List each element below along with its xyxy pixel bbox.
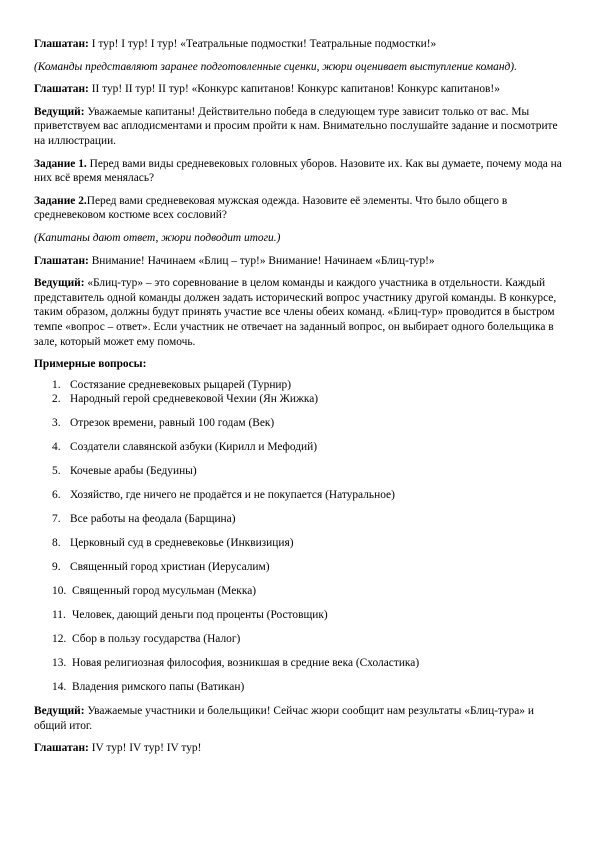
list-item [34,512,564,527]
speaker-label: Глашатан: [34,254,89,267]
list-item-text: Сбор в пользу государства (Налог) [72,633,241,646]
list-item [34,416,564,431]
paragraph-host-captains [34,105,564,149]
paragraph-text: Перед вами виды средневековых головных уборов. Назовите их. Как вы думаете, почему мода на них всё время менялась? [34,157,562,185]
speaker-label: Глашатан: [34,83,89,96]
list-item-number: 10. [52,585,67,598]
list-item-text: Хозяйство, где ничего не продаётся и не покупается (Натуральное) [70,489,395,502]
list-item-text: Отрезок времени, равный 100 годам (Век) [70,417,275,430]
list-item [34,536,564,551]
list-item [34,656,564,671]
list-item-text: Создатели славянской азбуки (Кирилл и Мефодий) [70,441,318,454]
list-item-text: Человек, дающий деньги под проценты (Ростовщик) [72,609,328,622]
list-item-number: 5. [52,465,61,478]
task-label: Задание 1. [34,157,87,170]
list-item-number: 7. [52,513,61,526]
paragraph-herald-round1 [34,37,564,52]
paragraph-host-blitz-rules [34,276,564,349]
list-item [34,464,564,479]
list-item-number: 9. [52,561,61,574]
list-item-text: Новая религиозная философия, возникшая в средние века (Схоластика) [72,657,420,670]
paragraph-text: Внимание! Начинаем «Блиц – тур!» Внимание! Начинаем «Блиц-тур!» [88,254,435,267]
list-item-number: 4. [52,441,61,454]
paragraph-task-2 [34,194,564,223]
speaker-label: Ведущий: [34,105,85,118]
list-item-number: 6. [52,489,61,502]
paragraph-text: I тур! I тур! I тур! «Театральные подмостки! Театральные подмостки!» [88,38,437,50]
speaker-label: Ведущий: [34,705,85,718]
paragraph-text: Уважаемые капитаны! Действительно победа в следующем туре зависит только от вас. Мы приветствуем вас аплодисментами и просим пройти к нам. Внимательно послушайте задание и посмотрите на иллюстрации. [34,105,558,147]
paragraph-herald-round4 [34,741,564,756]
list-item-text: Священный город христиан (Иерусалим) [70,561,270,574]
speaker-label: Ведущий: [34,277,85,290]
list-item-number: 12. [52,633,67,646]
paragraph-text: Перед вами средневековая мужская одежда. Назовите её элементы. Что было общего в средневековом костюме всех сословий? [34,194,508,222]
list-item-text: Состязание средневековых рыцарей (Турнир) [70,378,291,391]
list-item-number: 1. [52,378,61,391]
list-item-text: Кочевые арабы (Бедуины) [70,465,197,478]
task-label: Задание 2. [34,194,87,207]
paragraph-text: II тур! II тур! II тур! «Конкурс капитанов! Конкурс капитанов! Конкурс капитанов!» [88,83,500,96]
paragraph-text: IV тур! IV тур! IV тур! [88,742,202,755]
note-captains-answer: (Капитаны дают ответ, жюри подводит итоги.) [34,231,281,244]
list-item [34,680,564,695]
list-item-number: 3. [52,417,61,430]
list-item [34,608,564,623]
questions-list [34,378,564,695]
list-item [34,378,564,393]
list-item-number: 13. [52,657,67,670]
paragraph-host-results [34,704,564,733]
list-item-number: 8. [52,537,61,550]
list-item-number: 14. [52,681,67,694]
paragraph-text: «Блиц-тур» – это соревнование в целом команды и каждого участника в отдельности. Каждый представитель одной команды должен задать исторический вопрос участнику другой команды. В конкурсе, таким образом, должны будут принять участие все члены обеих команд. «Блиц-тур» проводится в быстром темпе «вопрос – ответ». Если участник не отвечает на заданный вопрос, он выбирает одного болельщика в зале, который может ему помочь. [34,277,557,348]
list-item [34,584,564,599]
list-item-number: 11. [52,609,66,622]
paragraph-text: Уважаемые участники и болельщики! Сейчас жюри сообщит нам результаты «Блиц-тура» и общий итог. [34,705,534,732]
questions-heading: Примерные вопросы: [34,358,147,371]
paragraph-herald-round2 [34,82,564,97]
speaker-label: Глашатан: [34,742,89,755]
speaker-label: Глашатан: [34,38,89,50]
paragraph-herald-blitz [34,254,564,269]
list-item [34,440,564,455]
list-item-text: Народный герой средневековой Чехии (Ян Жижка) [70,393,319,406]
document-page [34,37,564,764]
list-item [34,560,564,575]
list-item-number: 2. [52,393,61,406]
list-item [34,632,564,647]
list-item-text: Все работы на феодала (Барщина) [70,513,236,526]
paragraph-task-1 [34,157,564,186]
list-item [34,392,564,407]
list-item-text: Священный город мусульман (Мекка) [72,585,257,598]
list-item-text: Церковный суд в средневековье (Инквизиция) [70,537,294,550]
list-item [34,488,564,503]
list-item-text: Владения римского папы (Ватикан) [72,681,245,694]
note-teams-present: (Команды представляют заранее подготовленные сценки, жюри оценивает выступление команд). [34,60,517,73]
